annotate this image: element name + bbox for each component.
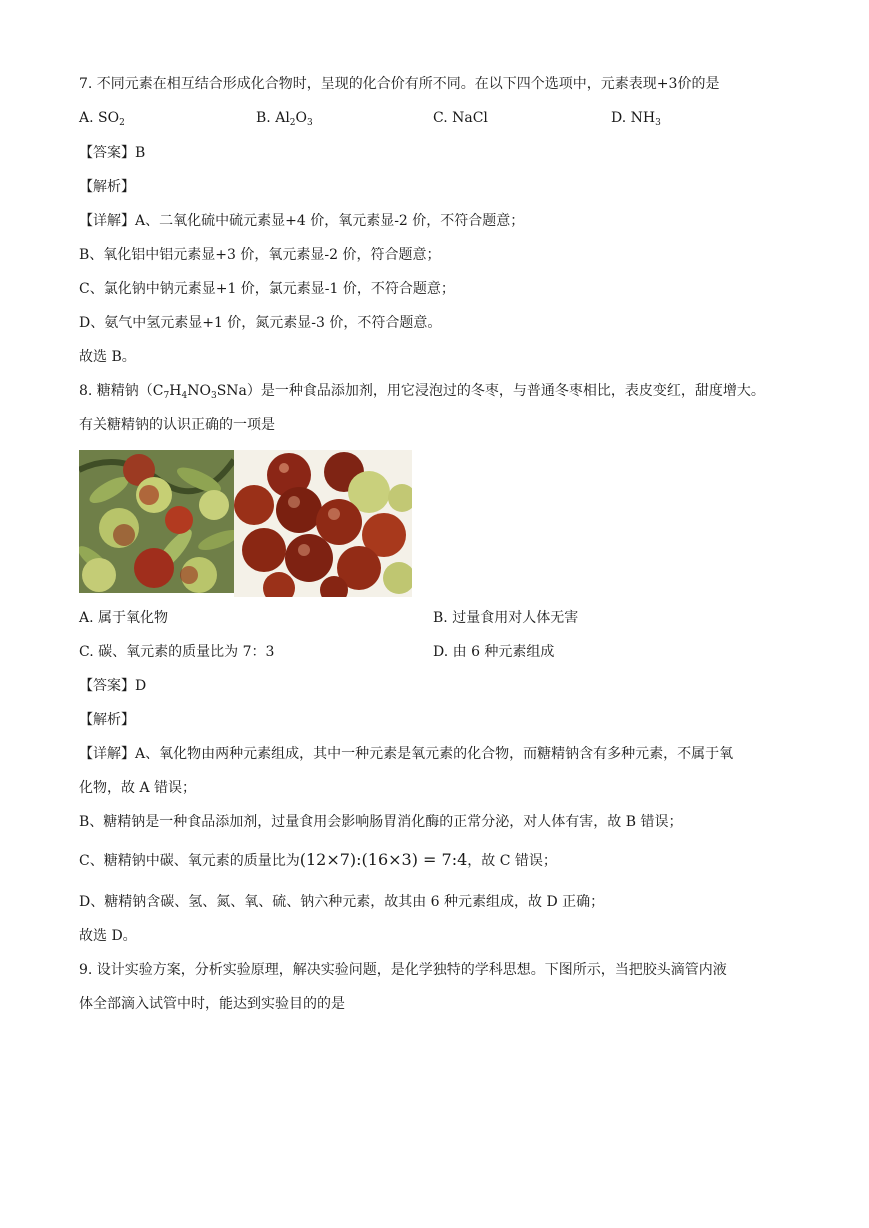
q7-option-b: B. $Al_2O_3$ <box>256 110 313 128</box>
q7-option-d: D. $NH_3$ <box>611 110 661 128</box>
q8-detail-a-cont: 化物，故 A 错误； <box>79 780 197 796</box>
q7-detail-d: D、氨气中氢元素显+1 价，氮元素显-3 价，不符合题意。 <box>79 315 442 331</box>
q8-analysis-heading: 【解析】 <box>79 712 135 728</box>
q7-option-c: C. NaCl <box>433 110 488 126</box>
q7-detail-c: C、氯化钠中钠元素显+1 价，氯元素显-1 价，不符合题意； <box>79 281 455 297</box>
q7-detail-b: B、氧化铝中铝元素显+3 价，氧元素显-2 价，符合题意； <box>79 247 441 263</box>
q7-stem: 7. 不同元素在相互结合形成化合物时，呈现的化合价有所不同。在以下四个选项中，元素表现+3价的是 <box>79 76 720 92</box>
q8-detail-b: B、糖精钠是一种食品添加剂，过量食用会影响肠胃消化酶的正常分泌，对人体有害，故 B 错误； <box>79 814 683 830</box>
q8-choose: 故选 D。 <box>79 928 137 944</box>
jujube-tree-photo <box>79 450 234 593</box>
q8-answer: 【答案】D <box>79 678 147 694</box>
q9-stem: 9. 设计实验方案，分析实验原理，解决实验问题，是化学独特的学科思想。下图所示，当把胶头滴管内液 <box>79 962 727 978</box>
q8-detail-a: 【详解】A、氧化物由两种元素组成，其中一种元素是氧元素的化合物，而糖精钠含有多种元素，不属于氧 <box>79 746 734 762</box>
q8-stem-line2: 有关糖精钠的认识正确的一项是 <box>79 417 275 433</box>
q9-stem-line2: 体全部滴入试管中时，能达到实验目的的是 <box>79 996 345 1012</box>
q8-option-d: D. 由 6 种元素组成 <box>433 644 555 660</box>
q7-choose: 故选 B。 <box>79 349 136 365</box>
q8-detail-c: C、糖精钠中碳、氧元素的质量比为(12×7):(16×3) = 7:4，故 C 错误； <box>79 850 557 869</box>
q7-analysis-heading: 【解析】 <box>79 179 135 195</box>
q7-option-a: A. $SO_2$ <box>79 110 125 128</box>
q8-option-c: C. 碳、氧元素的质量比为 7：3 <box>79 644 275 660</box>
q8-stem: 8. 糖精钠$(C_7H_4NO_3SNa)$是一种食品添加剂，用它浸泡过的冬枣，与普通冬枣相比，表皮变红，甜度增大。 <box>79 383 765 401</box>
jujube-pile-photo <box>234 450 412 597</box>
q7-detail-a: 【详解】A、二氧化硫中硫元素显+4 价，氧元素显-2 价，不符合题意； <box>79 213 525 229</box>
q8-option-b: B. 过量食用对人体无害 <box>433 610 579 626</box>
mass-ratio-formula: (12×7):(16×3) = 7:4 <box>299 850 468 869</box>
q8-detail-d: D、糖精钠含碳、氢、氮、氧、硫、钠六种元素，故其由 6 种元素组成，故 D 正确； <box>79 894 605 910</box>
q7-answer: 【答案】B <box>79 145 146 161</box>
q8-option-a: A. 属于氧化物 <box>79 610 169 626</box>
